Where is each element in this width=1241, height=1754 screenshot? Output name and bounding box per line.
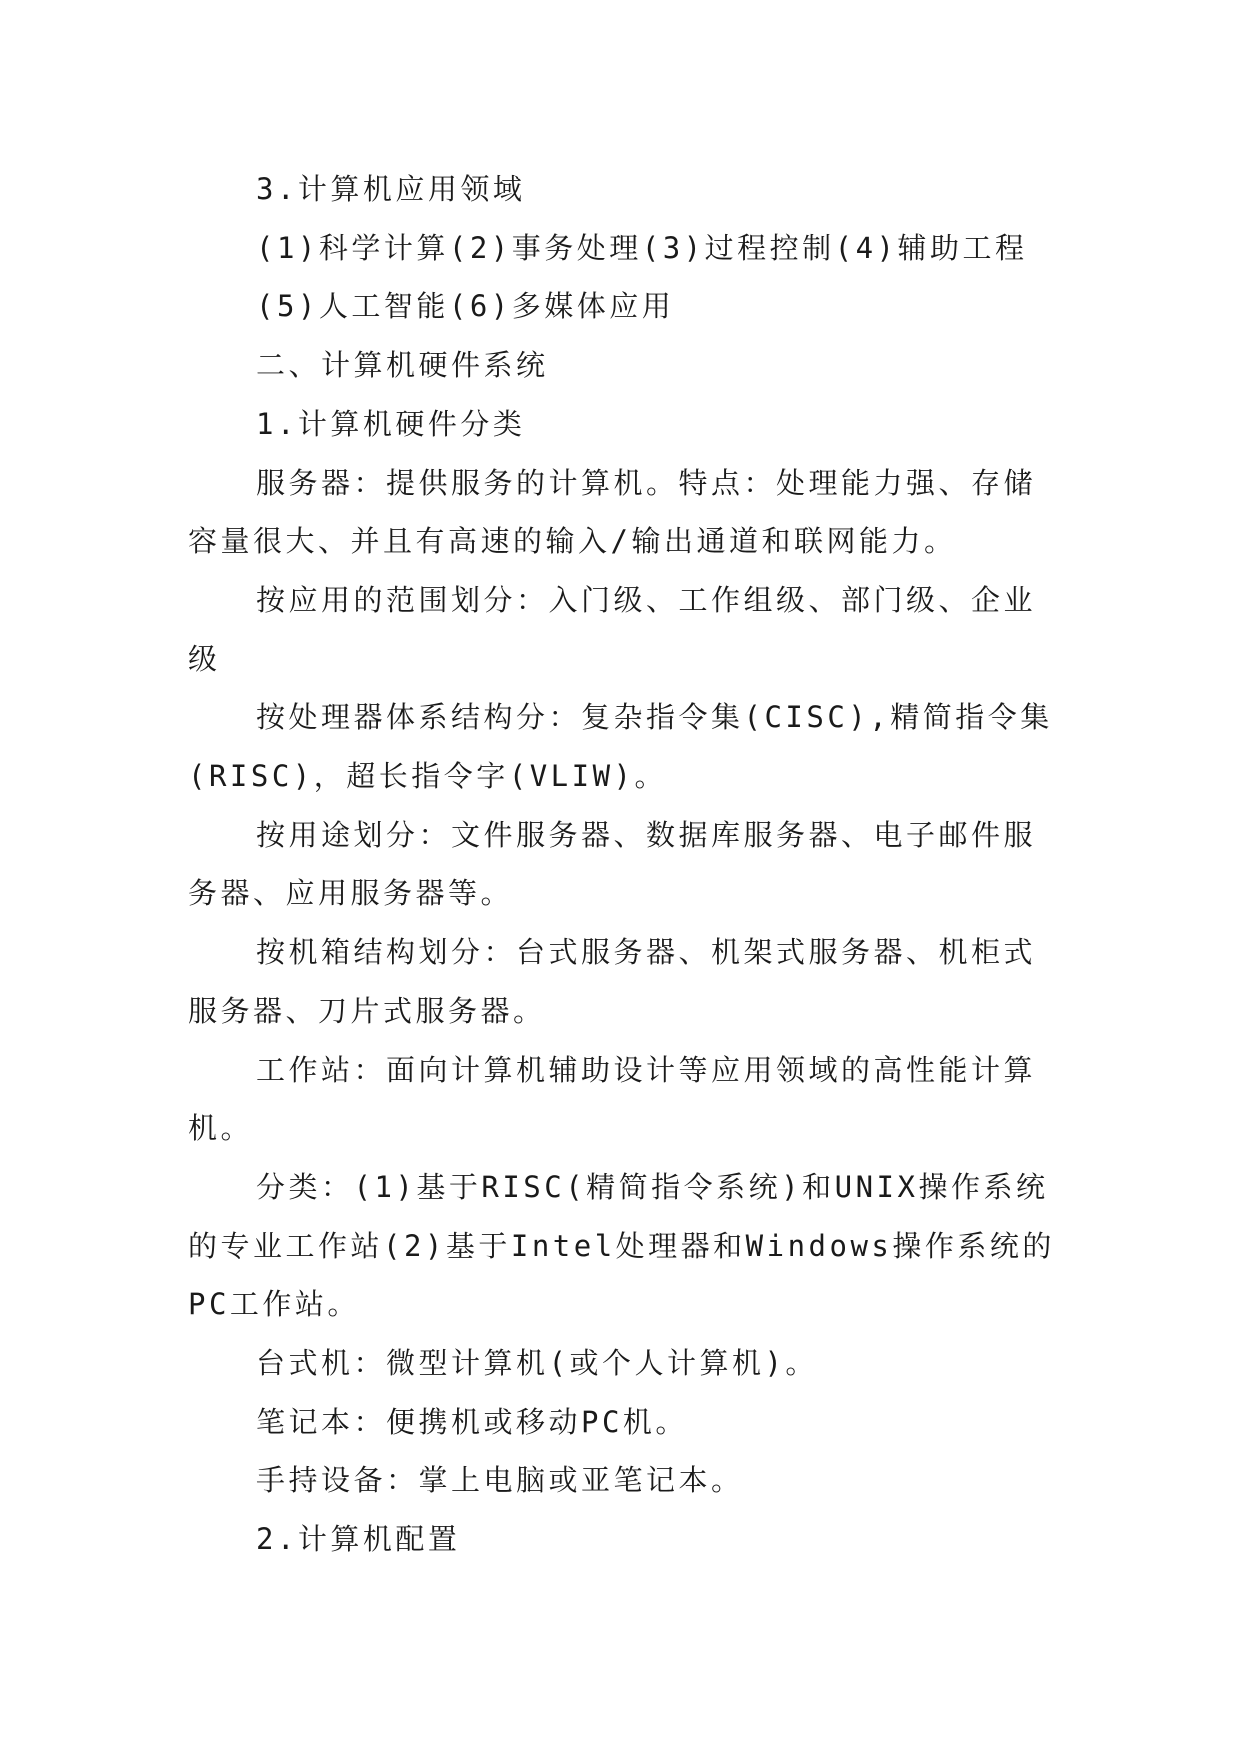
paragraph-server: 服务器：提供服务的计算机。特点：处理能力强、存储容量很大、并且有高速的输入/输出通道和联网能力。	[188, 465, 1037, 559]
application-list-line-1: (1)科学计算(2)事务处理(3)过程控制(4)辅助工程	[256, 230, 1028, 265]
section-heading-configuration: 2.计算机配置	[256, 1522, 461, 1557]
paragraph-server-by-scope: 按应用的范围划分：入门级、工作组级、部门级、企业级	[188, 582, 1037, 676]
section-heading-applications: 3.计算机应用领域	[256, 172, 526, 206]
paragraph-desktop: 台式机：微型计算机(或个人计算机)。	[256, 1346, 818, 1381]
paragraph-server-by-purpose: 按用途划分：文件服务器、数据库服务器、电子邮件服务器、应用服务器等。	[188, 817, 1037, 911]
paragraph-workstation-classification: 分类：(1)基于RISC(精简指令系统)和UNIX操作系统的专业工作站(2)基于Intel处理器和Windows操作系统的PC工作站。	[188, 1169, 1055, 1322]
section-heading-hardware-classification: 1.计算机硬件分类	[256, 406, 526, 441]
chapter-heading-hardware: 二、计算机硬件系统	[256, 348, 549, 383]
paragraph-workstation: 工作站：面向计算机辅助设计等应用领域的高性能计算机。	[188, 1052, 1037, 1146]
document-body	[188, 160, 1056, 1569]
paragraph-notebook: 笔记本：便携机或移动PC机。	[256, 1404, 688, 1439]
paragraph-server-by-chassis: 按机箱结构划分：台式服务器、机架式服务器、机柜式服务器、刀片式服务器。	[188, 935, 1037, 1028]
paragraph-handheld: 手持设备：掌上电脑或亚笔记本。	[256, 1463, 744, 1498]
application-list-line-2: (5)人工智能(6)多媒体应用	[256, 289, 675, 324]
paragraph-server-by-architecture: 按处理器体系结构分：复杂指令集(CISC),精简指令集(RISC)，超长指令字(VLIW)。	[188, 700, 1053, 794]
